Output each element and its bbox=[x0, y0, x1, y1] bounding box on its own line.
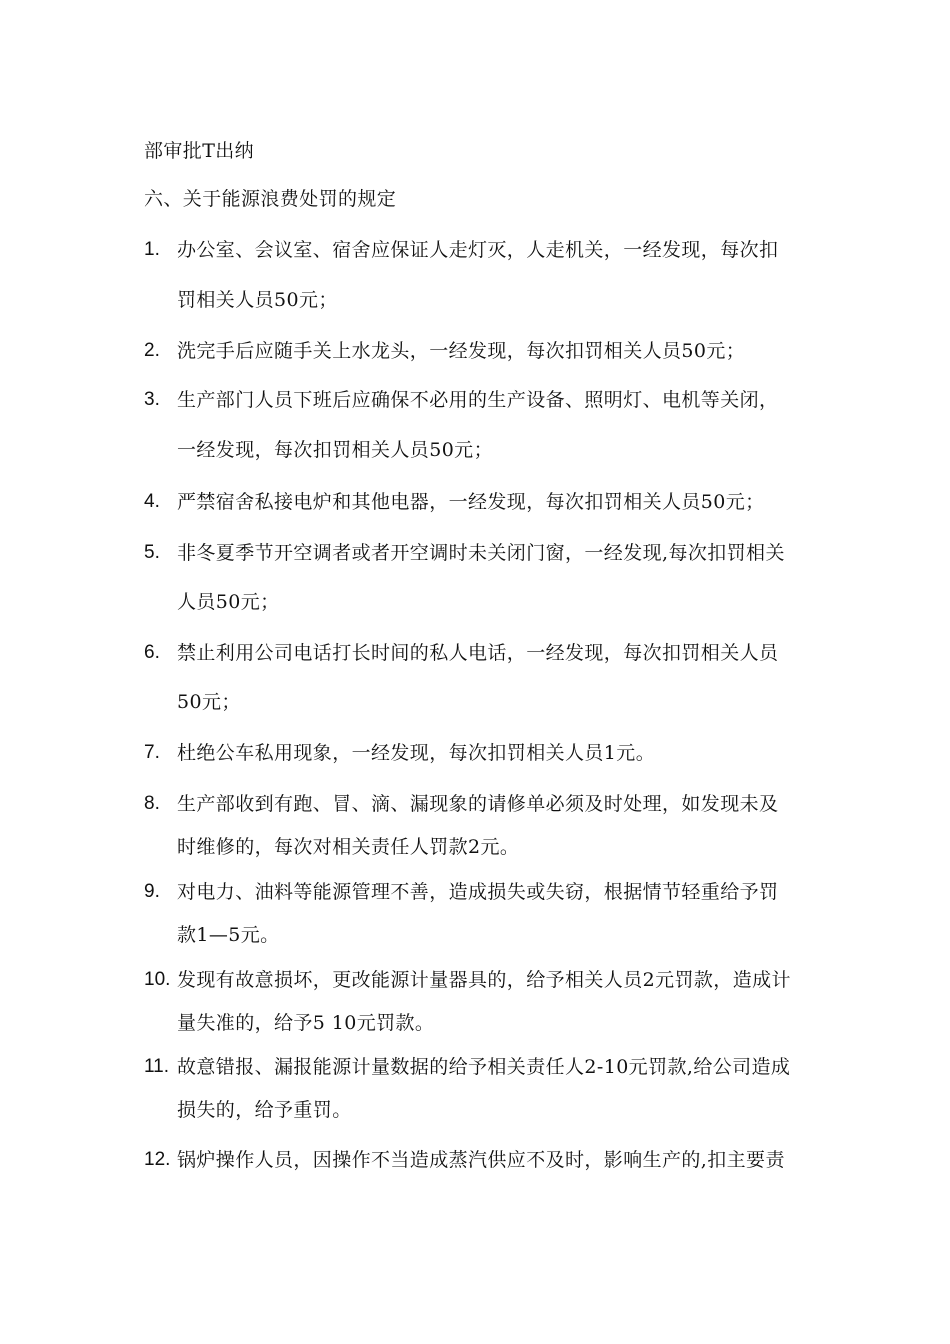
item-text: 办公室、会议室、宿舍应保证人走灯灭，人走机关，一经发现，每次扣 bbox=[177, 239, 779, 261]
item-text: 故意错报、漏报能源计量数据的给予相关责任人2-10元罚款,给公司造成 bbox=[177, 1056, 791, 1078]
item-text: 对电力、油料等能源管理不善，造成损失或失窃，根据情节轻重给予罚 bbox=[177, 881, 779, 903]
item-number: 4. bbox=[144, 491, 160, 512]
item-number: 7. bbox=[144, 742, 160, 763]
item-number: 2. bbox=[144, 340, 160, 361]
item-number: 9. bbox=[144, 881, 160, 902]
item-text-cont: 款1—5元。 bbox=[177, 924, 280, 946]
item-text-cont: 损失的，给予重罚。 bbox=[177, 1099, 352, 1121]
item-text: 发现有故意损坏，更改能源计量器具的，给予相关人员2元罚款，造成计 bbox=[177, 969, 791, 991]
item-number: 12. bbox=[144, 1149, 171, 1170]
item-text: 洗完手后应随手关上水龙头，一经发现，每次扣罚相关人员50元； bbox=[177, 340, 746, 362]
item-number: 11. bbox=[144, 1056, 170, 1077]
item-text: 严禁宿舍私接电炉和其他电器，一经发现，每次扣罚相关人员50元； bbox=[177, 491, 765, 513]
item-number: 10. bbox=[144, 969, 171, 990]
top-fragment: 部审批T出纳 bbox=[144, 140, 255, 162]
section-heading: 六、关于能源浪费处罚的规定 bbox=[144, 188, 397, 210]
item-text: 生产部门人员下班后应确保不必用的生产设备、照明灯、电机等关闭， bbox=[177, 389, 779, 411]
item-number: 1. bbox=[144, 239, 160, 260]
item-text-cont: 一经发现，每次扣罚相关人员50元； bbox=[177, 439, 493, 461]
item-text-cont: 量失准的，给予5 10元罚款。 bbox=[177, 1012, 435, 1034]
item-text: 禁止利用公司电话打长时间的私人电话，一经发现，每次扣罚相关人员 bbox=[177, 642, 779, 664]
item-text-cont: 罚相关人员50元； bbox=[177, 289, 338, 311]
item-text-cont: 50元； bbox=[177, 691, 241, 713]
item-number: 5. bbox=[144, 542, 160, 563]
item-text: 非冬夏季节开空调者或者开空调时未关闭门窗，一经发现,每次扣罚相关 bbox=[177, 542, 785, 564]
item-number: 6. bbox=[144, 642, 160, 663]
item-text: 杜绝公车私用现象，一经发现，每次扣罚相关人员1元。 bbox=[177, 742, 656, 764]
item-number: 8. bbox=[144, 793, 160, 814]
item-text: 生产部收到有跑、冒、滴、漏现象的请修单必须及时处理，如发现未及 bbox=[177, 793, 779, 815]
item-text-cont: 时维修的，每次对相关责任人罚款2元。 bbox=[177, 836, 520, 858]
item-text-cont: 人员50元； bbox=[177, 591, 280, 613]
item-text: 锅炉操作人员，因操作不当造成蒸汽供应不及时，影响生产的,扣主要责 bbox=[177, 1149, 785, 1171]
item-number: 3. bbox=[144, 389, 160, 410]
